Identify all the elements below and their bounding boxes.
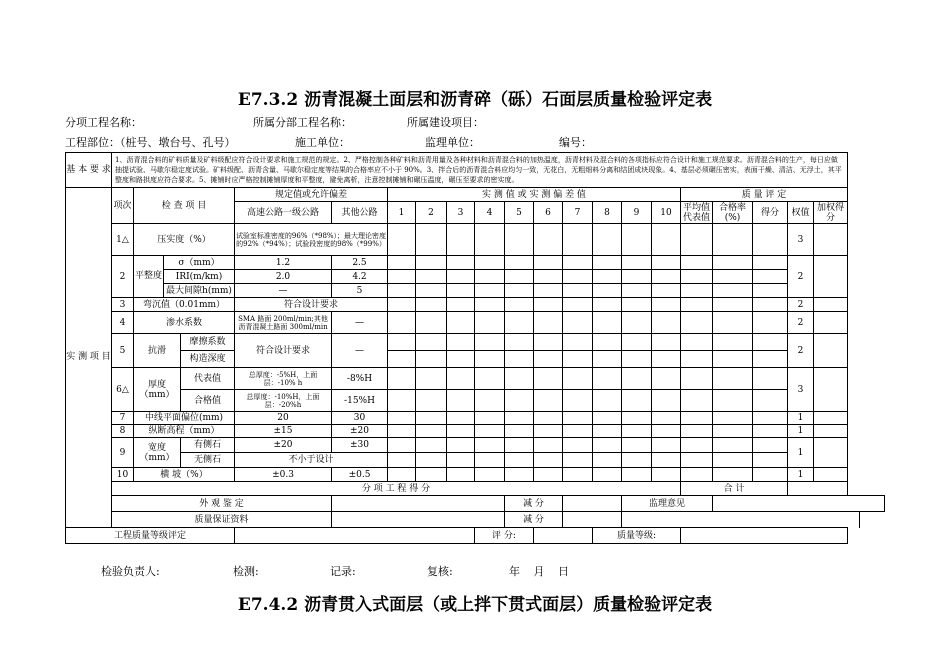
row1-no: 1△ [112, 224, 134, 256]
row6a-name: 代表值 [181, 368, 235, 390]
row6b-name: 合格值 [181, 390, 235, 412]
row8-name: 纵断高程（mm） [134, 425, 235, 438]
col-check-item: 检 查 项 目 [134, 188, 235, 224]
total-label: 合 计 [681, 482, 788, 496]
col-weighted-score: 加权得分 [814, 202, 848, 224]
date-label: 年 月 日 [509, 565, 569, 578]
basic-requirements-text: 1、沥青混合料的矿料质量及矿料级配应符合设计要求和施工规范的规定。2、严格控制各种矿料和沥青用量及各种材料和沥青混合料的加热温度，沥青材料及混合料的各项指标应符合设计和施工规范要求。沥青混合料的生产，每日应做抽提试验、马歇尔稳定度试验。矿料级配、沥青含量、马歇尔稳定度等结果的合格率应不小于 90%。3、拌合后的沥青混合料应均匀一致，无花白，无粗细料分离和结团成块现象。4、基层必须碾压密实，表面干燥、清洁、无浮土，其平整度和路拱度应符合要求。5、摊铺时应严格控制摊铺厚度和平整度，避免离析，注意控制摊铺和碾压温度，碾压至要求的密实度。 [112, 153, 848, 188]
row8-highway: ±15 [235, 425, 332, 438]
row9-weight: 1 [788, 438, 814, 468]
row7-highway: 20 [235, 412, 332, 425]
col-num-8: 8 [593, 202, 622, 224]
measured-items-label: 实 测 项 目 [66, 188, 112, 528]
col-num-10: 10 [652, 202, 681, 224]
row10-weight: 1 [788, 468, 814, 482]
col-quality: 质 量 评 定 [681, 188, 848, 202]
row7-name: 中线平面偏位(mm) [134, 412, 235, 425]
row9b-standard: 不小于设计 [235, 453, 388, 468]
col-spec: 规定值或允许偏差 [235, 188, 388, 202]
belong-sub-label: 所属分部工程名称： [253, 116, 352, 129]
row10-no: 10 [112, 468, 134, 482]
col-weight: 权值 [788, 202, 814, 224]
col-num-1: 1 [388, 202, 416, 224]
location-label: 工程部位：（桩号、墩台号、孔号） [65, 136, 236, 149]
row3-standard: 符合设计要求 [235, 298, 388, 312]
table-title: E7.3.2 沥青混凝土面层和沥青碎（砾）石面层质量检验评定表 [237, 90, 713, 110]
row10-name: 横 坡（%） [134, 468, 235, 482]
quality-level-label: 质量等级: [593, 528, 681, 544]
col-num-6: 6 [534, 202, 563, 224]
inspector-label: 检验负责人: [101, 565, 160, 578]
row2-weight: 2 [788, 256, 814, 298]
row5-group: 抗滑 [134, 334, 181, 368]
col-num-9: 9 [622, 202, 652, 224]
grade-label: 工程质量等级评定 [66, 528, 235, 544]
row5a-name: 摩擦系数 [181, 334, 235, 351]
row6b-other: -15%H [332, 390, 388, 412]
col-num-3: 3 [447, 202, 475, 224]
row2a-other: 2.5 [332, 256, 388, 270]
col-num-2: 2 [416, 202, 447, 224]
row5-no: 5 [112, 334, 134, 368]
quality-docs-label: 质量保证资料 [112, 512, 332, 528]
row6a-other: -8%H [332, 368, 388, 390]
row4-highway: SMA 路面 200ml/min;其他沥青混凝土路面 300ml/min [235, 312, 332, 334]
sub-item-score-label: 分 项 工 程 得 分 [112, 482, 681, 496]
row2c-highway: — [235, 284, 332, 298]
row1-standard: 试验室标准密度的96%（*98%）；最大理论密度的92%（*94%）；试验段密度的98%（*99%） [235, 224, 388, 256]
row5-other: — [332, 334, 388, 368]
basic-requirements-label: 基 本 要 求 [66, 153, 112, 188]
col-num-4: 4 [475, 202, 505, 224]
sub-item-name-label: 分项工程名称： [65, 116, 142, 129]
row2a-highway: 1.2 [235, 256, 332, 270]
row7-other: 30 [332, 412, 388, 425]
col-average: 平均值代表值 [681, 202, 713, 224]
supervisor-opinion-label: 监理意见 [622, 496, 713, 512]
row2-no: 2 [112, 256, 134, 298]
docs-minus-label: 减 分 [505, 512, 563, 528]
row2c-other: 5 [332, 284, 388, 298]
contractor-label: 施工单位： [295, 136, 350, 149]
row10-other: ±0.5 [332, 468, 388, 482]
row5-weight: 2 [788, 334, 814, 368]
next-table-title: E7.4.2 沥青贯入式面层（或上拌下贯式面层）质量检验评定表 [237, 595, 713, 615]
supervisor-label: 监理单位： [425, 136, 480, 149]
row5-standard: 符合设计要求 [235, 334, 332, 368]
row2b-other: 4.2 [332, 270, 388, 284]
col-score: 得分 [753, 202, 788, 224]
row1-weight: 3 [788, 224, 814, 256]
row10-highway: ±0.3 [235, 468, 332, 482]
number-label: 编号： [559, 136, 592, 149]
row9-group: 宽度（mm） [134, 438, 181, 468]
row3-name: 弯沉值（0.01mm） [134, 298, 235, 312]
row5b-name: 构造深度 [181, 351, 235, 368]
row8-other: ±20 [332, 425, 388, 438]
row3-no: 3 [112, 298, 134, 312]
col-item-no: 项次 [112, 188, 134, 224]
col-other: 其他公路 [332, 202, 388, 224]
row9b-name: 无侧石 [181, 453, 235, 468]
row7-weight: 1 [788, 412, 814, 425]
row4-name: 渗水系数 [134, 312, 235, 334]
row1-name: 压实度（%） [134, 224, 235, 256]
detect-label: 检测: [233, 565, 259, 578]
col-measured: 实 测 值 或 实 测 偏 差 值 [388, 188, 681, 202]
col-pass-rate: 合格率(%) [713, 202, 753, 224]
record-label: 记录: [330, 565, 356, 578]
row8-weight: 1 [788, 425, 814, 438]
row2b-name: IRI(m/km) [164, 270, 235, 284]
rating-label: 评 分: [475, 528, 534, 544]
row6a-highway: 总厚度：-5%H，上面层：-10% h [235, 368, 332, 390]
row6-group: 厚度（mm） [134, 368, 181, 412]
inspection-table [65, 152, 885, 544]
row8-no: 8 [112, 425, 134, 438]
row4-other: — [332, 312, 388, 334]
row2-group: 平整度 [134, 256, 164, 298]
col-num-5: 5 [505, 202, 534, 224]
row9-no: 9 [112, 438, 134, 468]
row6-no: 6△ [112, 368, 134, 412]
belong-project-label: 所属建设项目： [407, 116, 484, 129]
row4-no: 4 [112, 312, 134, 334]
row9a-highway: ±20 [235, 438, 332, 453]
row2c-name: 最大间隙h(mm) [164, 284, 235, 298]
review-label: 复核: [427, 565, 453, 578]
row7-no: 7 [112, 412, 134, 425]
col-num-7: 7 [563, 202, 593, 224]
row9a-other: ±30 [332, 438, 388, 453]
row6-weight: 3 [788, 368, 814, 412]
row9a-name: 有侧石 [181, 438, 235, 453]
col-highway: 高速公路一级公路 [235, 202, 332, 224]
row2b-highway: 2.0 [235, 270, 332, 284]
row6b-highway: 总厚度：-10%H，上面层：-20%h [235, 390, 332, 412]
appearance-label: 外 观 鉴 定 [112, 496, 332, 512]
row4-weight: 2 [788, 312, 814, 334]
appearance-minus-label: 减 分 [505, 496, 563, 512]
row3-weight: 2 [788, 298, 814, 312]
row2a-name: σ（mm） [164, 256, 235, 270]
